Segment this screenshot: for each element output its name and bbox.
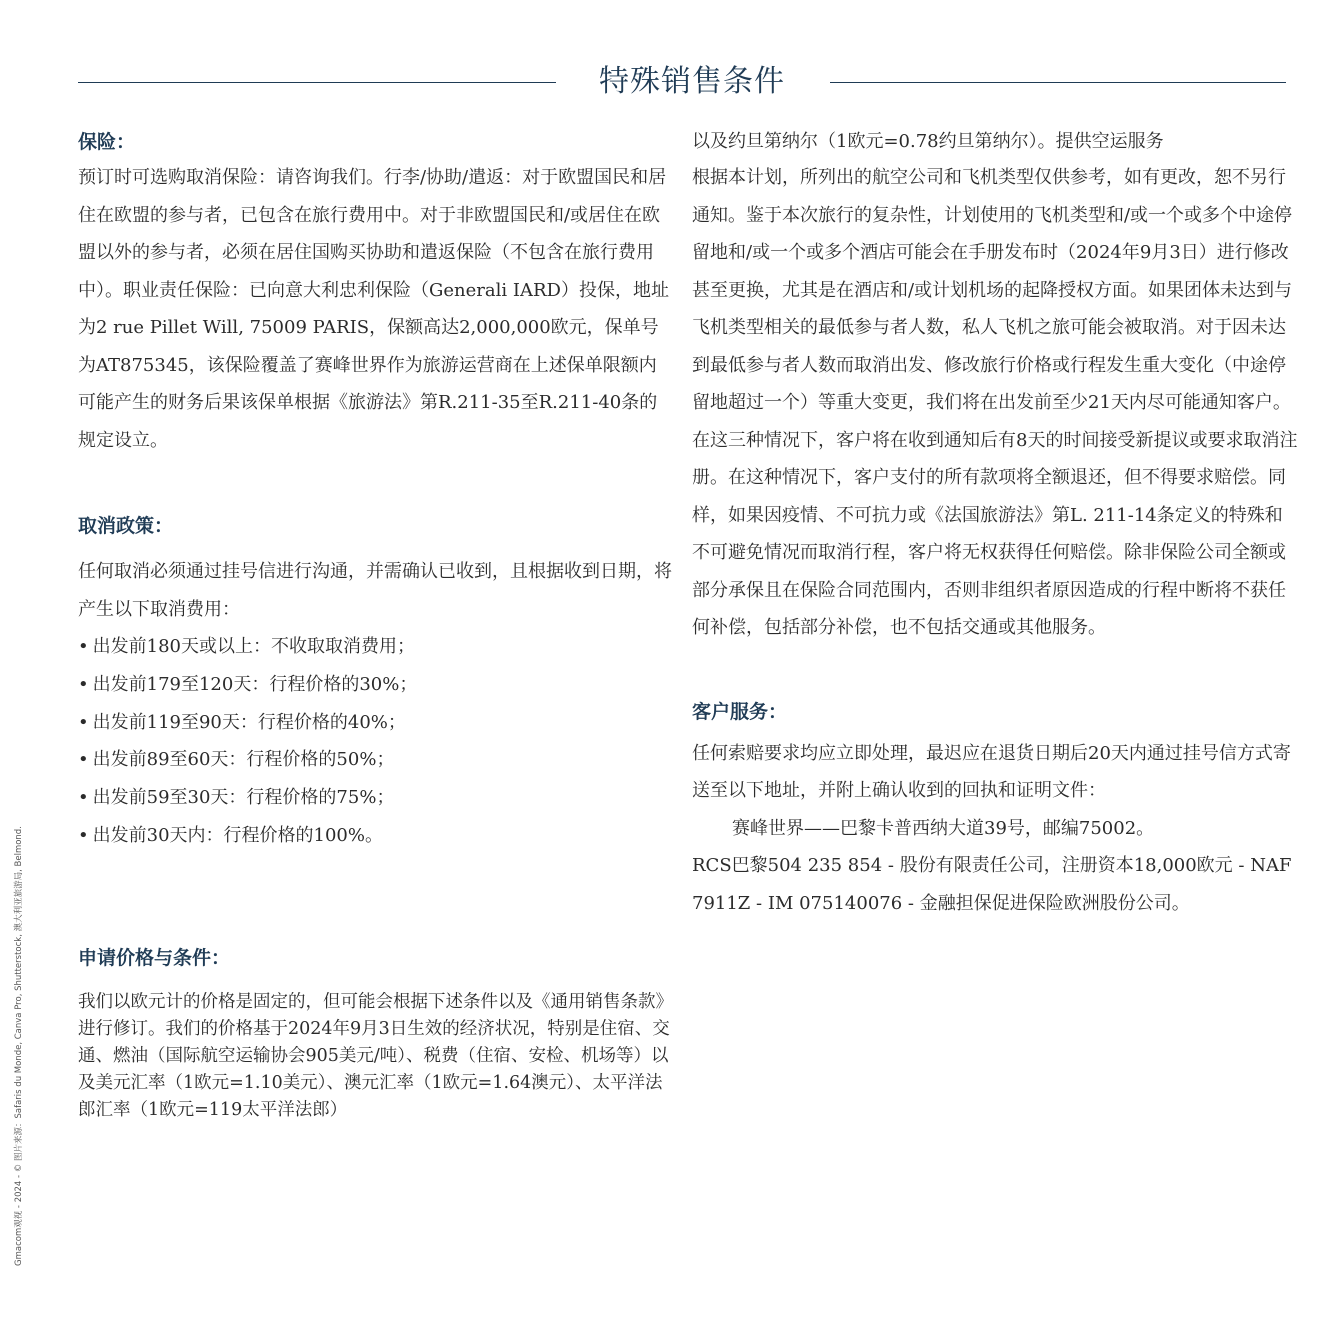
list-item: • 出发前89至60天：行程价格的50%；	[78, 741, 674, 779]
cancellation-intro: 任何取消必须通过挂号信进行沟通，并需确认已收到，且根据收到日期，将产生以下取消费用：	[78, 561, 672, 620]
air-service-text: 根据本计划，所列出的航空公司和飞机类型仅供参考，如有更改，恕不另行通知。鉴于本次旅行的复杂性，计划使用的飞机类型和/或一个或多个中途停留地和/或一个或多个酒店可能会在手册发布时（2024年9月3日）进行修改甚至更换，尤其是在酒店和/或计划机场的起降授权方面。如果团体未达到与飞机类型相关的最低参与者人数，私人飞机之旅可能会被取消。对于因未达到最低参与者人数而取消出发、修改旅行价格或行程发生重大变化（中途停留地超过一个）等重大变更，我们将在出发前至少21天内尽可能通知客户。在这三种情况下，客户将在收到通知后有8天的时间接受新提议或要求取消注册。在这种情况下，客户支付的所有款项将全额退还，但不得要求赔偿。同样，如果因疫情、不可抗力或《法国旅游法》第L. 211-14条定义的特殊和不可避免情况而取消行程，客户将无权获得任何赔偿。除非保险公司全额或部分承保且在保险合同范围内，否则非组织者原因造成的行程中断将不获任何补偿，包括部分补偿，也不包括交通或其他服务。	[692, 167, 1298, 638]
list-item: • 出发前30天内：行程价格的100%。	[78, 817, 674, 855]
pricing-text: 我们以欧元计的价格是固定的，但可能会根据下述条件以及《通用销售条款》进行修订。我们的价格基于2024年9月3日生效的经济状况，特别是住宿、交通、燃油（国际航空运输协会905美元/吨）、税费（住宿、安检、机场等）以及美元汇率（1欧元=1.10美元）、澳元汇率（1欧元=1.64澳元）、太平洋法郎汇率（1欧元=119太平洋法郎）	[78, 991, 673, 1120]
company-address: 赛峰世界——巴黎卡普西纳大道39号，邮编75002。	[732, 817, 1155, 839]
image-credit: Gmacom观视 - 2024 - © 图片来源：Safaris du Monde, Canva Pro, Shutterstock, 澳大利亚旅游局, Belmond.	[14, 826, 24, 1266]
header-rule-left	[78, 82, 556, 83]
right-column	[692, 125, 1298, 922]
cancellation-fee-list	[78, 628, 674, 855]
page-title: 特殊销售条件	[599, 64, 785, 99]
pricing-heading: 申请价格与条件：	[78, 946, 231, 969]
list-item: • 出发前59至30天：行程价格的75%；	[78, 779, 674, 817]
list-item: • 出发前179至120天：行程价格的30%；	[78, 666, 674, 704]
customer-service-text: 任何索赔要求均应立即处理，最迟应在退货日期后20天内通过挂号信方式寄送至以下地址，并附上确认收到的回执和证明文件：	[692, 742, 1291, 801]
list-item: • 出发前119至90天：行程价格的40%；	[78, 704, 674, 742]
insurance-text: 预订时可选购取消保险：请咨询我们。行李/协助/遣返：对于欧盟国民和居住在欧盟的参与者，已包含在旅行费用中。对于非欧盟国民和/或居住在欧盟以外的参与者，必须在居住国购买协助和遣返保险（不包含在旅行费用中）。职业责任保险：已向意大利忠利保险（Generali IARD）投保，地址为2 rue Pillet Will, 75009 PARIS，保额高达2,000,000欧元，保单号为AT875345，该保险覆盖了赛峰世界作为旅游运营商在上述保单限额内可能产生的财务后果该保单根据《旅游法》第R.211-35至R.211-40条的规定设立。	[78, 167, 669, 451]
header-rule-right	[830, 82, 1286, 83]
customer-service-heading: 客户服务：	[692, 700, 788, 723]
pricing-continued-text: 以及约旦第纳尔（1欧元=0.78约旦第纳尔）。提供空运服务	[692, 131, 1164, 152]
left-column	[78, 125, 674, 1124]
list-item: • 出发前180天或以上：不收取取消费用；	[78, 628, 674, 666]
company-registration: RCS巴黎504 235 854 - 股份有限责任公司，注册资本18,000欧元 - NAF 7911Z - IM 075140076 - 金融担保促进保险欧洲股份公司。	[692, 855, 1292, 914]
cancellation-heading: 取消政策：	[78, 515, 174, 537]
insurance-heading: 保险：	[78, 131, 136, 153]
